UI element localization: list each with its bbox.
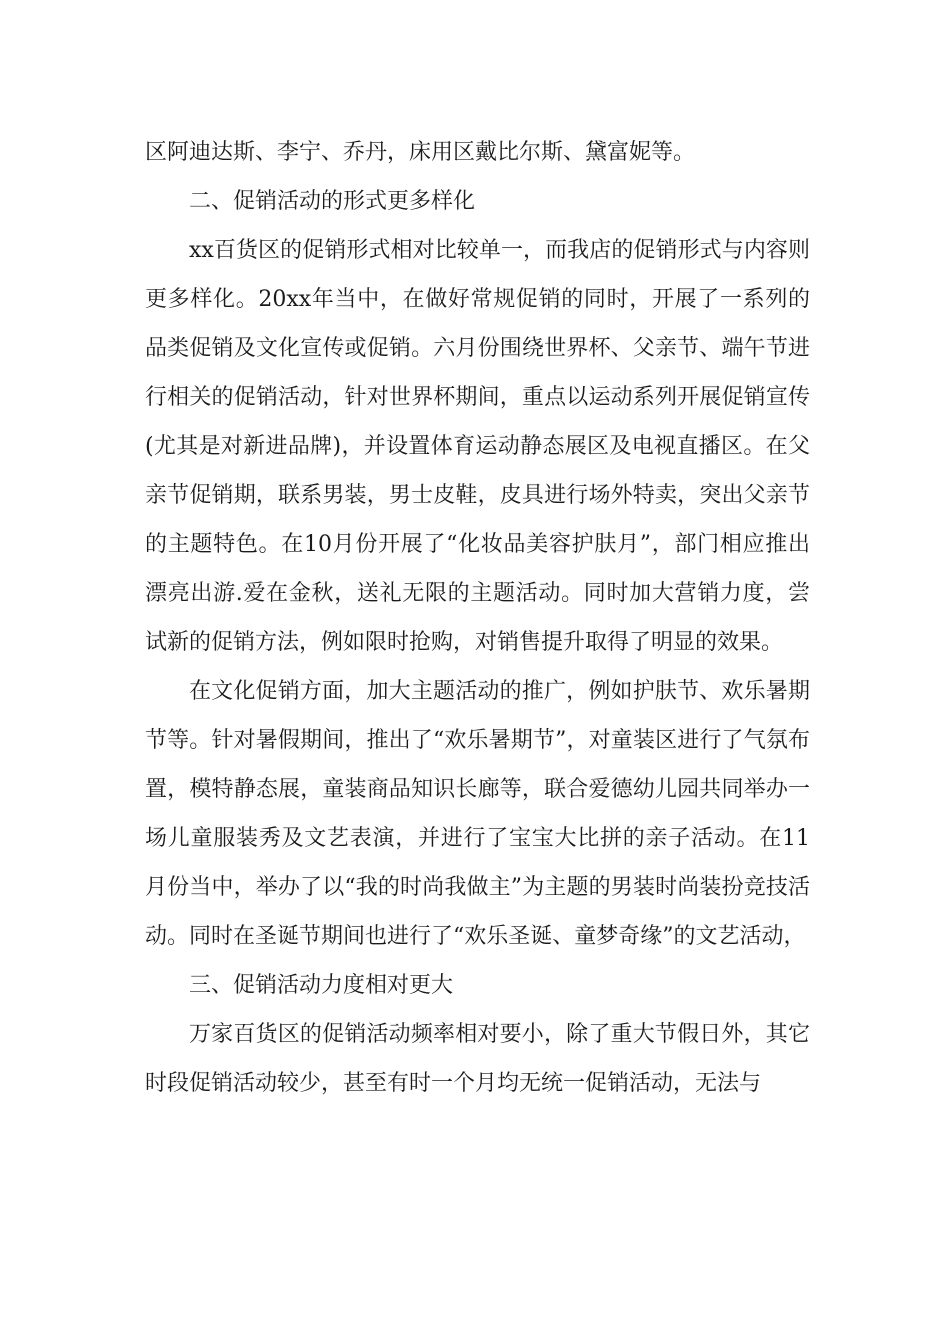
section-heading-2: 二、促销活动的形式更多样化 bbox=[189, 189, 476, 214]
paragraph-promotion-forms: xx百货区的促销形式相对比较单一，而我店的促销形式与内容则更多样化。20xx年当中，在做好常规促销的同时，开展了一系列的品类促销及文化宣传或促销。六月份围绕世界杯、父亲节、端午节进行相关的促销活动，针对世界杯期间，重点以运动系列开展促销宣传(尤其是对新进品牌)，并设置体育运动静态展区及电视直播区。在父亲节促销期，联系男装，男士皮鞋，皮具进行场外特卖，突出父亲节的主题特色。在10月份开展了“化妆品美容护肤月”，部门相应推出漂亮出游.爱在金秋，送礼无限的主题活动。同时加大营销力度，尝试新的促销方法，例如限时抢购，对销售提升取得了明显的效果。 bbox=[145, 238, 810, 655]
document-body bbox=[145, 128, 810, 1108]
paragraph-continuation: 区阿迪达斯、李宁、乔丹，床用区戴比尔斯、黛富妮等。 bbox=[145, 140, 696, 165]
paragraph-promotion-intensity: 万家百货区的促销活动频率相对要小，除了重大节假日外，其它时段促销活动较少，甚至有时一个月均无统一促销活动，无法与 bbox=[145, 1022, 810, 1096]
section-heading-3: 三、促销活动力度相对更大 bbox=[189, 973, 454, 998]
paragraph-cultural-promotion: 在文化促销方面，加大主题活动的推广，例如护肤节、欢乐暑期节等。针对暑假期间，推出了“欢乐暑期节”，对童装区进行了气氛布置，模特静态展，童装商品知识长廊等，联合爱德幼儿园共同举办一场儿童服装秀及文艺表演，并进行了宝宝大比拼的亲子活动。在11月份当中，举办了以“我的时尚我做主”为主题的男装时尚装扮竞技活动。同时在圣诞节期间也进行了“欢乐圣诞、童梦奇缘”的文艺活动， bbox=[145, 679, 810, 949]
